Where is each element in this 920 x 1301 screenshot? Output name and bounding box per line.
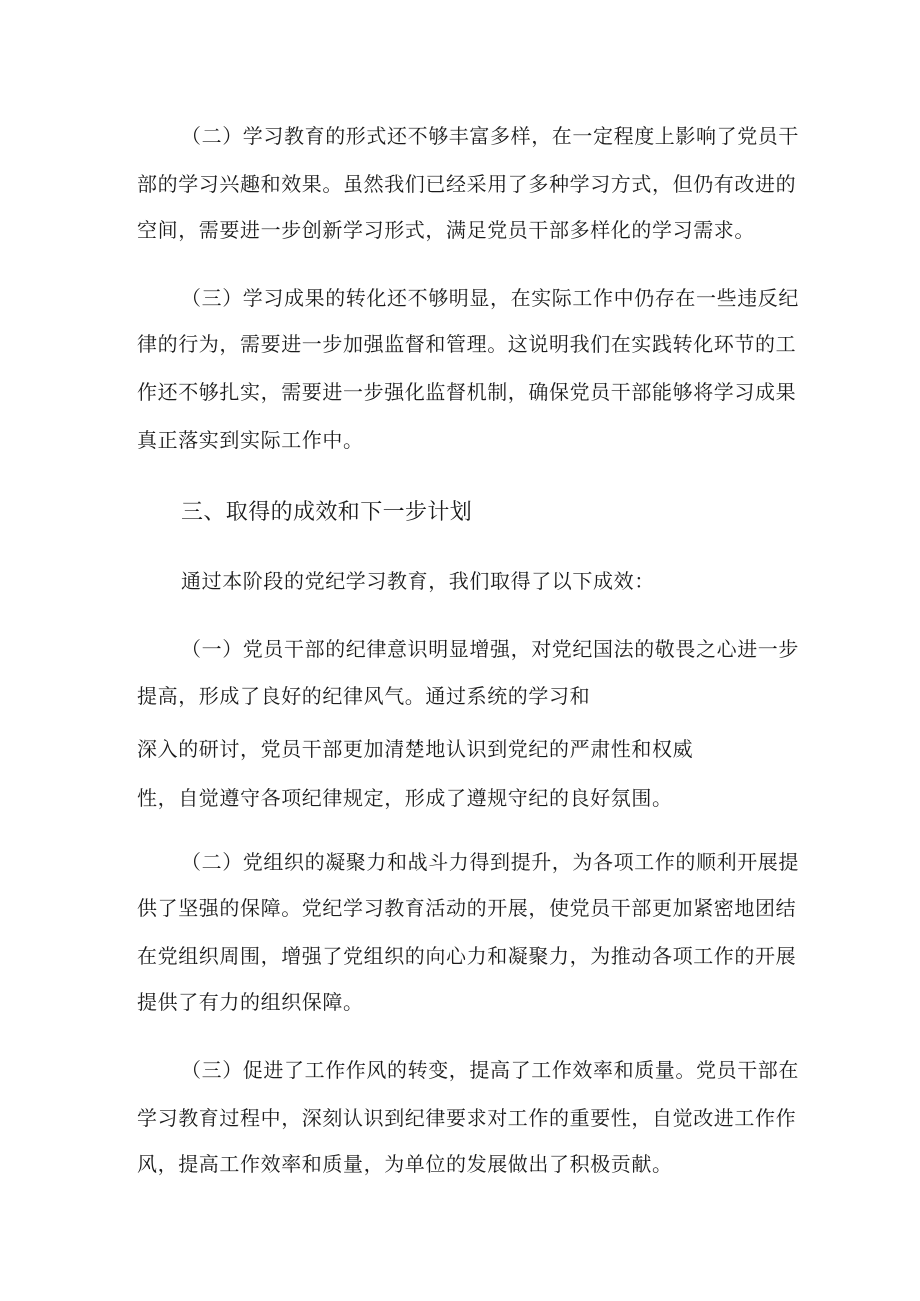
achievement-2-line-4: 提供了有力的组织保障。 (137, 990, 364, 1014)
section-3-intro: 通过本阶段的党纪学习教育，我们取得了以下成效： (181, 569, 655, 593)
achievement-2-line-1: （二）党组织的凝聚力和战斗力得到提升，为各项工作的顺利开展提 (181, 850, 799, 874)
para-2-3-line-2: 律的行为，需要进一步加强监督和管理。这说明我们在实践转化环节的工 (137, 332, 797, 356)
para-2-2-line-1: （二）学习教育的形式还不够丰富多样，在一定程度上影响了党员干 (181, 124, 799, 148)
achievement-1-line-2: 提高，形成了良好的纪律风气。通过系统的学习和 (137, 684, 591, 708)
achievement-1-line-1: （一）党员干部的纪律意识明显增强，对党纪国法的敬畏之心进一步 (181, 637, 799, 661)
achievement-1-line-4: 性，自觉遵守各项纪律规定，形成了遵规守纪的良好氛围。 (137, 786, 673, 810)
achievement-3-line-2: 学习教育过程中，深刻认识到纪律要求对工作的重要性，自觉改进工作作 (137, 1106, 797, 1130)
achievement-3-line-3: 风，提高工作效率和质量，为单位的发展做出了积极贡献。 (137, 1152, 673, 1176)
para-2-3-line-4: 真正落实到实际工作中。 (137, 428, 364, 452)
para-2-2-line-2: 部的学习兴趣和效果。虽然我们已经采用了多种学习方式，但仍有改进的 (137, 172, 797, 196)
achievement-3-line-1: （三）促进了工作作风的转变，提高了工作效率和质量。党员干部在 (181, 1058, 799, 1082)
achievement-2-line-2: 供了坚强的保障。党纪学习教育活动的开展，使党员干部更加紧密地团结 (137, 896, 797, 920)
para-2-2-line-3: 空间，需要进一步创新学习形式，满足党员干部多样化的学习需求。 (137, 218, 755, 242)
achievement-2-line-3: 在党组织周围，增强了党组织的向心力和凝聚力，为推动各项工作的开展 (137, 944, 797, 968)
para-2-3-line-1: （三）学习成果的转化还不够明显，在实际工作中仍存在一些违反纪 (181, 286, 799, 310)
achievement-1-line-3: 深入的研讨，党员干部更加清楚地认识到党纪的严肃性和权威 (137, 737, 694, 761)
section-3-heading: 三、取得的成效和下一步计划 (181, 500, 473, 525)
para-2-3-line-3: 作还不够扎实，需要进一步强化监督机制，确保党员干部能够将学习成果 (137, 380, 797, 404)
